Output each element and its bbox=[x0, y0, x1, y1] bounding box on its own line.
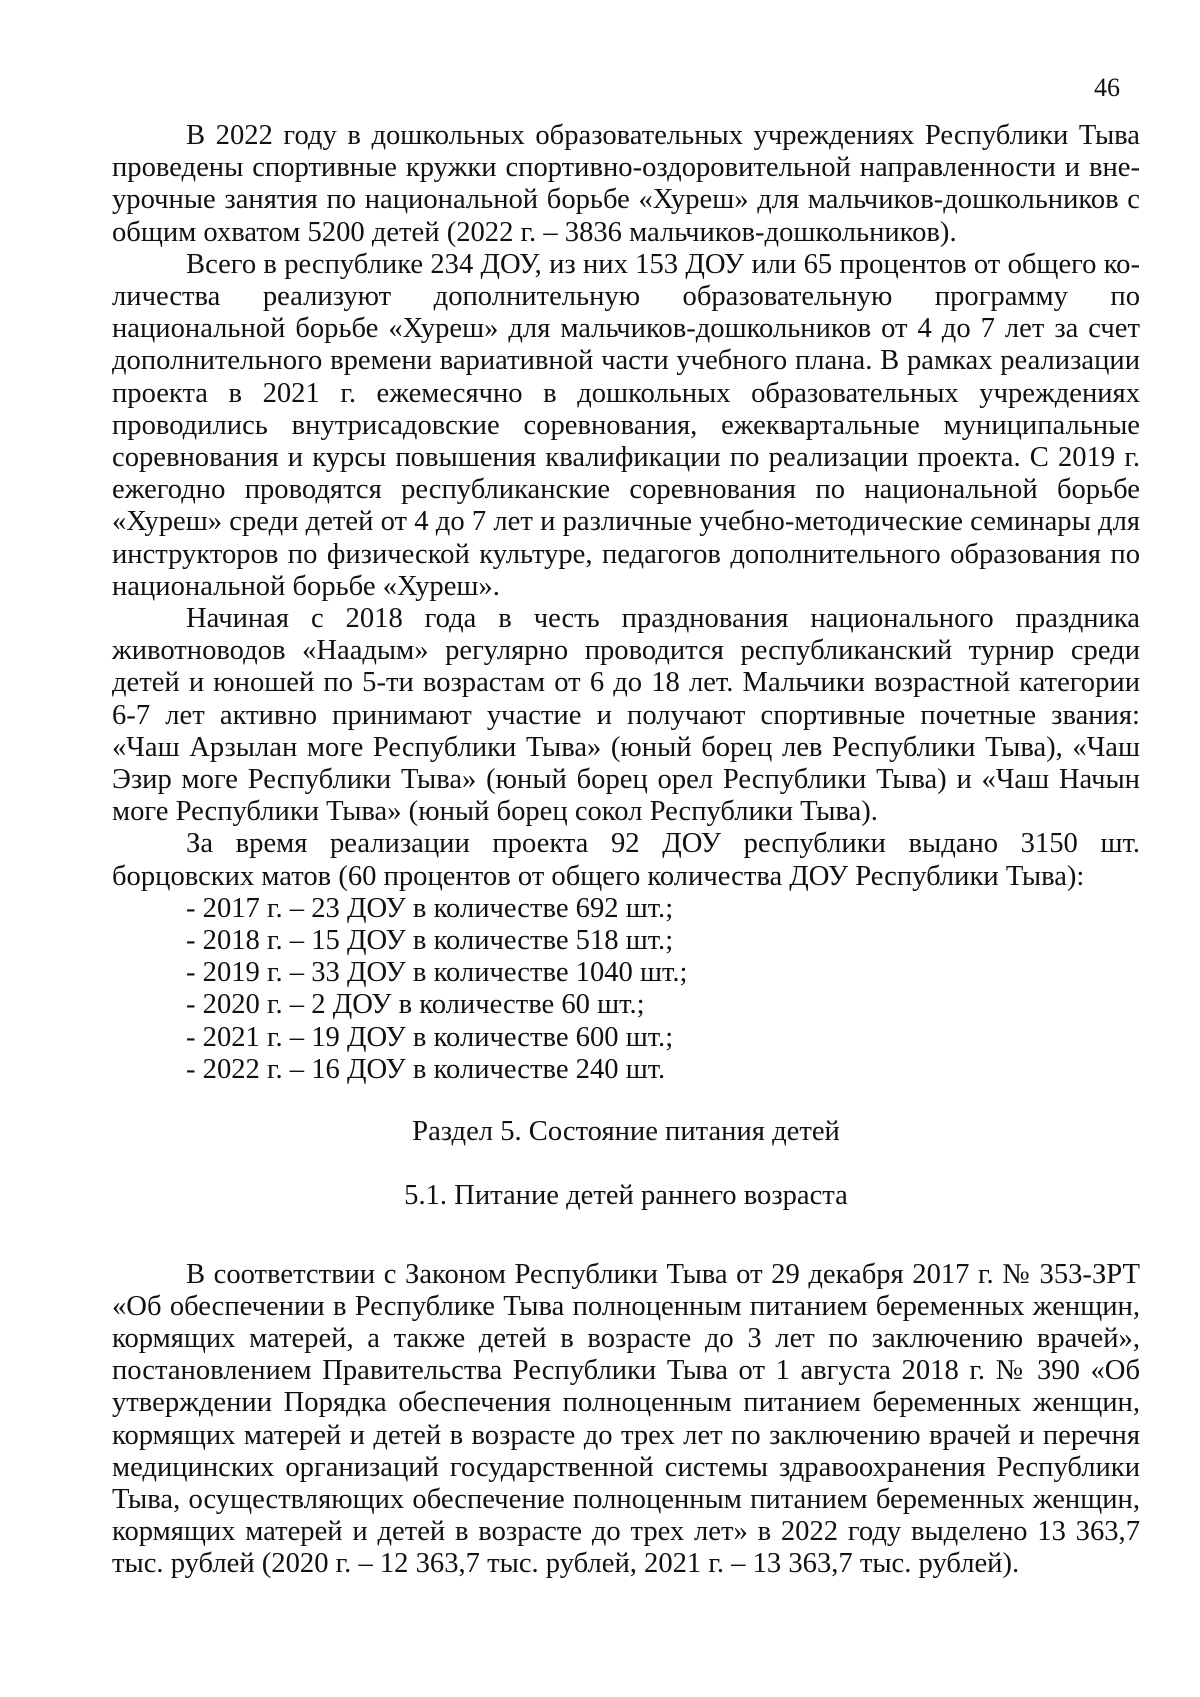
paragraph-mats-intro: За время реализации проекта 92 ДОУ республики выдано 3150 шт. борцовских матов (60 процентов от общего количества ДОУ Республики Тыва): bbox=[112, 828, 1140, 892]
list-item: - 2017 г. – 23 ДОУ в количестве 692 шт.; bbox=[186, 892, 674, 924]
section-heading: Раздел 5. Состояние питания детей bbox=[412, 1116, 840, 1148]
list-item: - 2020 г. – 2 ДОУ в количестве 60 шт.; bbox=[186, 989, 645, 1021]
list-item: - 2022 г. – 16 ДОУ в количестве 240 шт. bbox=[186, 1053, 666, 1085]
list-item: - 2018 г. – 15 ДОУ в количестве 518 шт.; bbox=[186, 925, 674, 957]
subsection-heading: 5.1. Питание детей раннего возраста bbox=[404, 1180, 848, 1212]
paragraph-nutrition-law: В соответствии с Законом Республики Тыва от 29 декабря 2017 г. № 353-ЗРТ «Об обеспечении в Республике Тыва полноценным питанием беременных женщин, кормящих матерей, а также детей в возрасте до 3 лет по заключению врачей», постановлением Правительства Республики Тыва от 1 августа 2018 г. № 390 «Об утверждении Порядка обеспечения полноценным питанием беременных женщин, кормящих матерей и детей в возрасте до трех лет по заключению врачей и перечня медицинских организаций государственной системы здравоохранения Республики Тыва, осуществляющих обеспечение полноценным питанием беременных женщин, кормящих матерей и детей в возрасте до трех лет» в 2022 году выделено 13 363,7 тыс. рублей (2020 г. – 12 363,7 тыс. рублей, 2021 г. – 13 363,7 тыс. рублей). bbox=[112, 1258, 1140, 1580]
paragraph-naadym-tournament: Начиная с 2018 года в честь празднования национального праздника животноводов «Наадым» регулярно проводится республиканский турнир среди детей и юношей по 5-ти возрастам от 6 до 18 лет. Мальчики возрастной категории 6-7 лет активно принимают участие и получают спортивные почетные звания: «Чаш Арзылан моге Республики Тыва» (юный борец лев Республики Тыва), «Чаш Эзир моге Республики Тыва» (юный борец орел Республики Тыва) и «Чаш Начын моге Республики Тыва» (юный борец сокол Республики Тыва). bbox=[112, 603, 1140, 828]
page-content bbox=[112, 120, 1140, 1581]
paragraph-huresh-clubs: В 2022 году в дошкольных образовательных учреждениях Республики Тыва проведены спортивные кружки спортивно-оздоровительной направленности и внеурочные занятия по национальной борьбе «Хуреш» для мальчиков-дошкольников с общим охватом 5200 детей (2022 г. – 3836 мальчиков-дошкольников). bbox=[112, 120, 1140, 248]
mats-by-year-list bbox=[112, 893, 1140, 1086]
page-number: 46 bbox=[1094, 73, 1120, 102]
list-item: - 2021 г. – 19 ДОУ в количестве 600 шт.; bbox=[186, 1021, 674, 1053]
paragraph-dou-program: Всего в республике 234 ДОУ, из них 153 ДОУ или 65 процентов от общего количества реализуют дополнительную образовательную программу по национальной борьбе «Хуреш» для мальчиков-дошкольников от 4 до 7 лет за счет дополнительного времени вариативной части учебного плана. В рамках реализации проекта в 2021 г. ежемесячно в дошкольных образовательных учреждениях проводились внутрисадовские соревнования, ежеквартальные муниципальные соревнования и курсы повышения квалификации по реализации проекта. С 2019 г. ежегодно проводятся республиканские соревнования по национальной борьбе «Хуреш» среди детей от 4 до 7 лет и различные учебно-методические семинары для инструкторов по физической культуре, педагогов дополнительного образования по национальной борьбе «Хуреш». bbox=[112, 248, 1140, 602]
list-item: - 2019 г. – 33 ДОУ в количестве 1040 шт.; bbox=[186, 957, 688, 989]
